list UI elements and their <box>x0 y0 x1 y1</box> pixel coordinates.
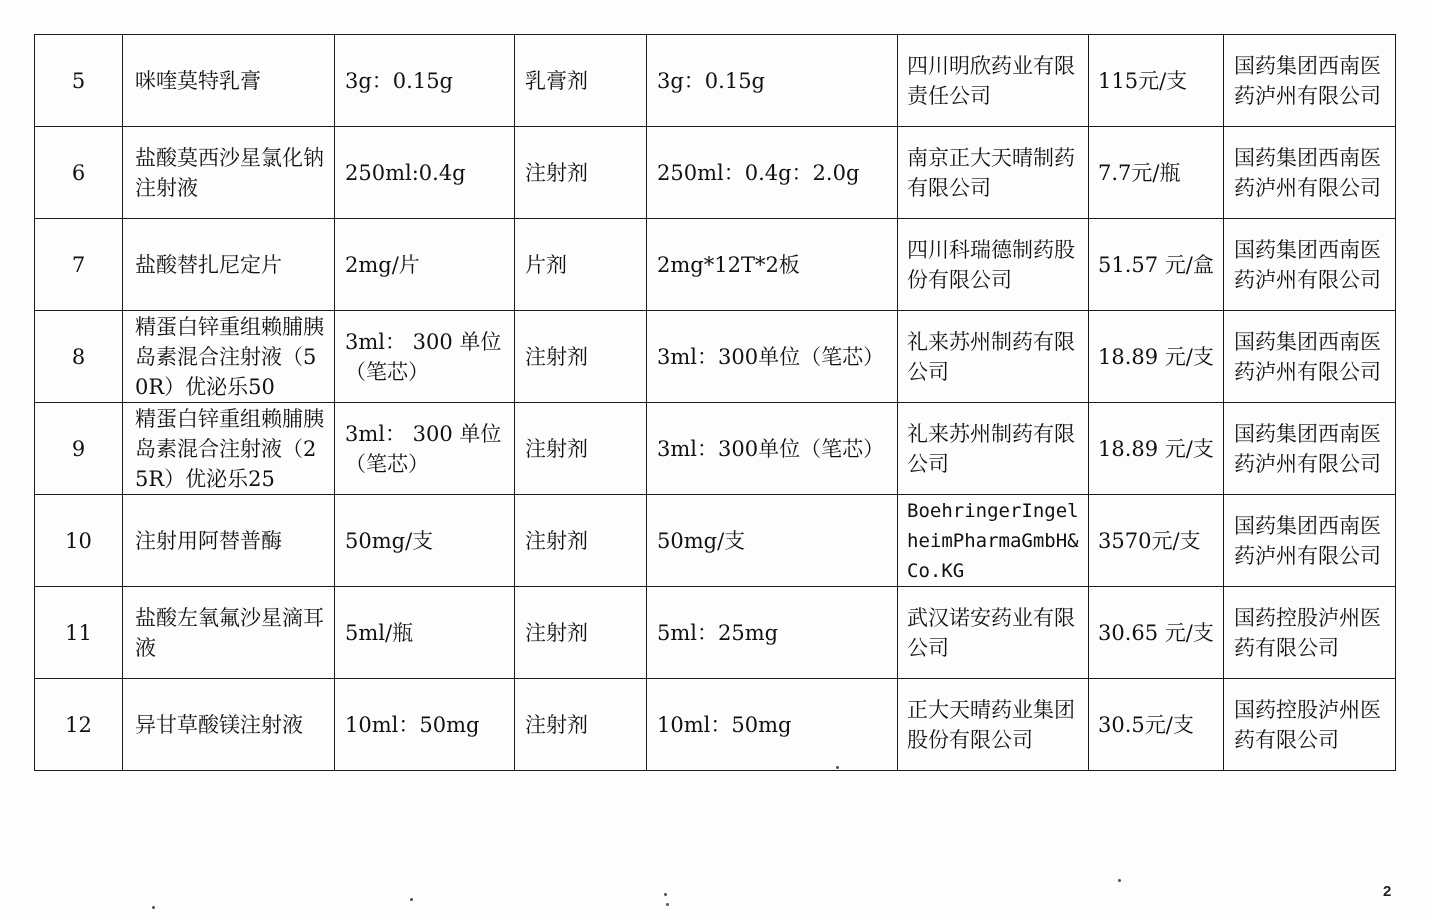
specification-cell: 50mg/支 <box>335 495 515 587</box>
price-cell: 3570元/支 <box>1089 495 1224 587</box>
scan-speck <box>1118 879 1121 882</box>
medicine-table <box>34 34 1396 771</box>
manufacturer-cell: 礼来苏州制药有限公司 <box>898 311 1089 403</box>
specification-cell: 10ml：50mg <box>335 679 515 771</box>
specification-cell: 3g：0.15g <box>335 35 515 127</box>
page-number: 2 <box>1383 883 1392 900</box>
scan-speck <box>836 766 839 769</box>
manufacturer-cell: BoehringerIngelheimPharmaGmbH&Co.KG <box>898 495 1089 587</box>
package-specification-cell: 5ml：25mg <box>647 587 898 679</box>
manufacturer-cell: 四川科瑞德制药股份有限公司 <box>898 219 1089 311</box>
price-cell: 115元/支 <box>1089 35 1224 127</box>
drug-name-cell: 注射用阿替普酶 <box>123 495 335 587</box>
distributor-cell: 国药集团西南医药泸州有限公司 <box>1224 495 1396 587</box>
specification-cell: 3ml： 300 单位（笔芯） <box>335 403 515 495</box>
dosage-form-cell: 注射剂 <box>515 127 647 219</box>
distributor-cell: 国药控股泸州医药有限公司 <box>1224 679 1396 771</box>
package-specification-cell: 50mg/支 <box>647 495 898 587</box>
distributor-cell: 国药集团西南医药泸州有限公司 <box>1224 219 1396 311</box>
distributor-cell: 国药集团西南医药泸州有限公司 <box>1224 127 1396 219</box>
dosage-form-cell: 片剂 <box>515 219 647 311</box>
drug-name-cell: 精蛋白锌重组赖脯胰岛素混合注射液（25R）优泌乐25 <box>123 403 335 495</box>
price-cell: 51.57 元/盒 <box>1089 219 1224 311</box>
price-cell: 18.89 元/支 <box>1089 403 1224 495</box>
dosage-form-cell: 注射剂 <box>515 311 647 403</box>
table-row <box>35 127 1396 219</box>
specification-cell: 250ml:0.4g <box>335 127 515 219</box>
drug-name-cell: 精蛋白锌重组赖脯胰岛素混合注射液（50R）优泌乐50 <box>123 311 335 403</box>
package-specification-cell: 3g：0.15g <box>647 35 898 127</box>
package-specification-cell: 10ml：50mg <box>647 679 898 771</box>
table-row <box>35 35 1396 127</box>
manufacturer-cell: 四川明欣药业有限责任公司 <box>898 35 1089 127</box>
table-row <box>35 403 1396 495</box>
distributor-cell: 国药控股泸州医药有限公司 <box>1224 587 1396 679</box>
price-cell: 7.7元/瓶 <box>1089 127 1224 219</box>
table-row <box>35 311 1396 403</box>
drug-name-cell: 盐酸替扎尼定片 <box>123 219 335 311</box>
table-body <box>35 35 1396 771</box>
row-number-cell: 11 <box>35 587 123 679</box>
scan-speck <box>664 893 667 896</box>
drug-name-cell: 盐酸左氧氟沙星滴耳液 <box>123 587 335 679</box>
distributor-cell: 国药集团西南医药泸州有限公司 <box>1224 311 1396 403</box>
table-row <box>35 219 1396 311</box>
table-row <box>35 679 1396 771</box>
manufacturer-cell: 南京正大天晴制药有限公司 <box>898 127 1089 219</box>
price-cell: 18.89 元/支 <box>1089 311 1224 403</box>
manufacturer-cell: 正大天晴药业集团股份有限公司 <box>898 679 1089 771</box>
row-number-cell: 8 <box>35 311 123 403</box>
dosage-form-cell: 乳膏剂 <box>515 35 647 127</box>
row-number-cell: 7 <box>35 219 123 311</box>
scan-speck <box>410 898 413 901</box>
table-row <box>35 587 1396 679</box>
price-cell: 30.65 元/支 <box>1089 587 1224 679</box>
manufacturer-cell: 礼来苏州制药有限公司 <box>898 403 1089 495</box>
row-number-cell: 6 <box>35 127 123 219</box>
drug-name-cell: 异甘草酸镁注射液 <box>123 679 335 771</box>
package-specification-cell: 2mg*12T*2板 <box>647 219 898 311</box>
dosage-form-cell: 注射剂 <box>515 587 647 679</box>
manufacturer-cell: 武汉诺安药业有限公司 <box>898 587 1089 679</box>
drug-name-cell: 盐酸莫西沙星氯化钠注射液 <box>123 127 335 219</box>
distributor-cell: 国药集团西南医药泸州有限公司 <box>1224 35 1396 127</box>
distributor-cell: 国药集团西南医药泸州有限公司 <box>1224 403 1396 495</box>
dosage-form-cell: 注射剂 <box>515 403 647 495</box>
row-number-cell: 10 <box>35 495 123 587</box>
specification-cell: 2mg/片 <box>335 219 515 311</box>
scan-speck <box>666 903 669 906</box>
specification-cell: 5ml/瓶 <box>335 587 515 679</box>
specification-cell: 3ml： 300 单位（笔芯） <box>335 311 515 403</box>
price-cell: 30.5元/支 <box>1089 679 1224 771</box>
dosage-form-cell: 注射剂 <box>515 679 647 771</box>
package-specification-cell: 3ml：300单位（笔芯） <box>647 311 898 403</box>
row-number-cell: 12 <box>35 679 123 771</box>
row-number-cell: 9 <box>35 403 123 495</box>
drug-name-cell: 咪喹莫特乳膏 <box>123 35 335 127</box>
row-number-cell: 5 <box>35 35 123 127</box>
package-specification-cell: 250ml：0.4g：2.0g <box>647 127 898 219</box>
scan-speck <box>152 906 155 909</box>
package-specification-cell: 3ml：300单位（笔芯） <box>647 403 898 495</box>
table-row <box>35 495 1396 587</box>
dosage-form-cell: 注射剂 <box>515 495 647 587</box>
